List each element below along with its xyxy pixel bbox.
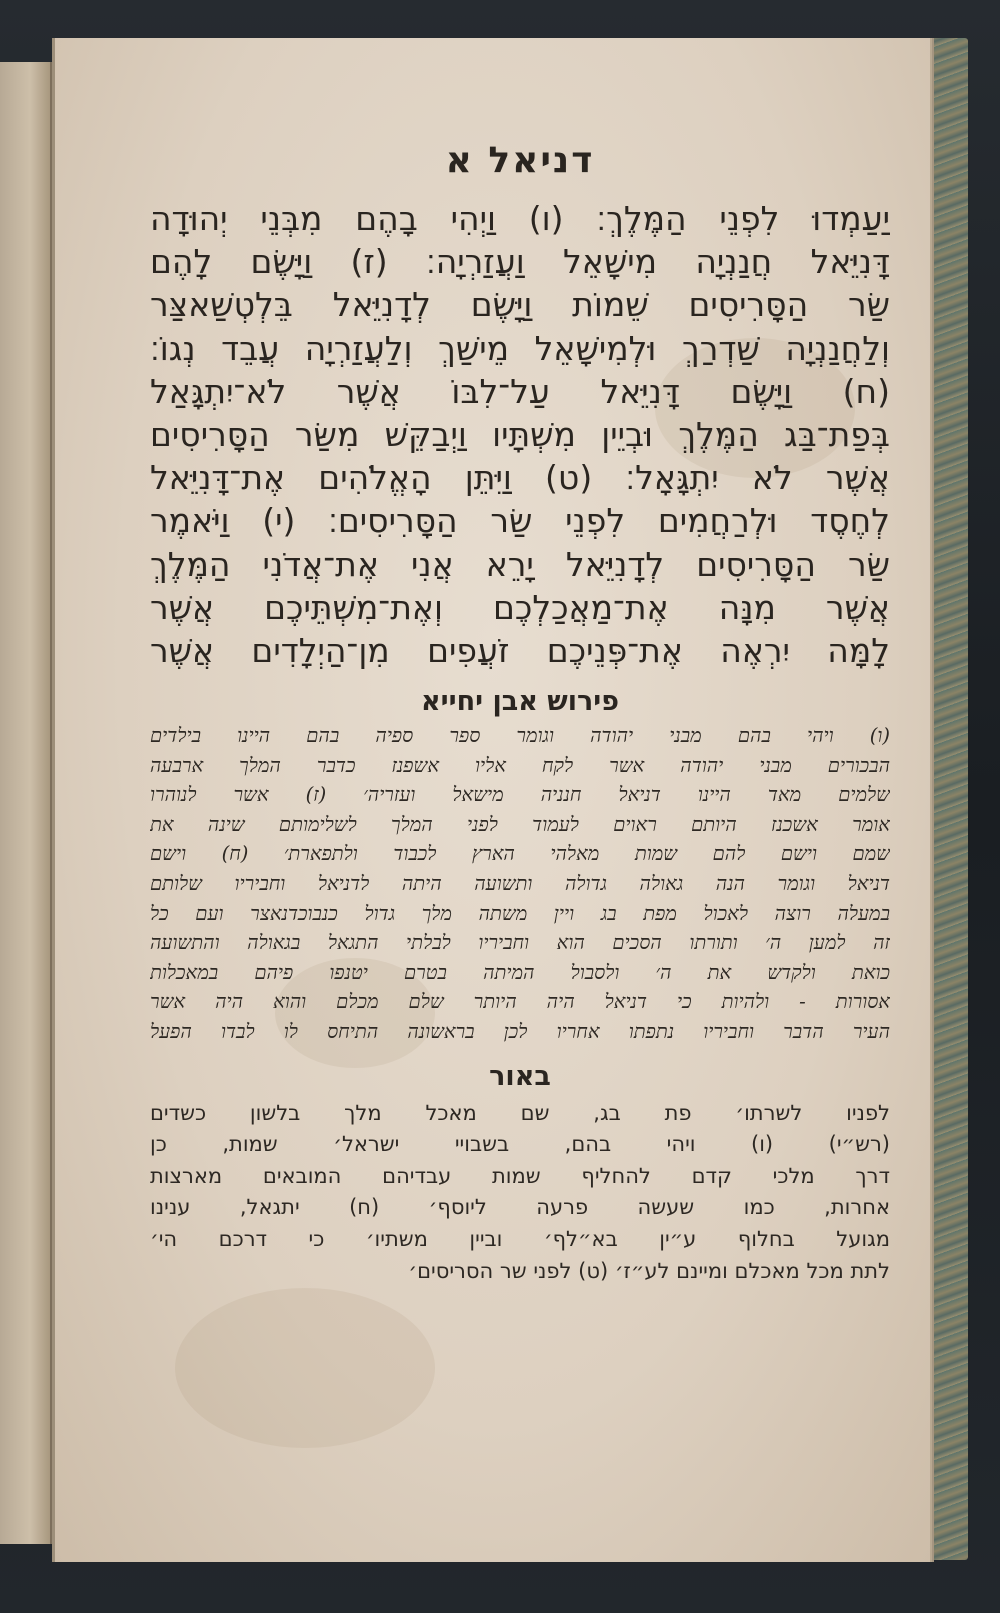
scripture-line: לְחֶסֶד וּלְרַחֲמִים לִפְנֵי שַׂר הַסָּרִיסִים׃ (י) וַיֹּאמֶר	[150, 501, 890, 541]
commentary-line: הבכורים מבני יהודה אשר לקח אליו אשפנז כדבר המלך ארבעה	[150, 753, 890, 777]
commentary-line: במעלה רוצה לאכול מפת בג ויין משתה מלך גדול כנבוכדנאצר ועם כל	[150, 901, 890, 925]
commentary-line: שלמים מאד היינו דניאל חנניה מישאל ועזריה׳ (ז) אשר לנוהרו	[150, 783, 890, 807]
explanation-title: באור	[489, 1060, 551, 1092]
running-header: דניאל א	[445, 140, 595, 181]
explanation-line: לפניו לשרתו׳ פת בג, שם מאכל מלך בלשון כשדים	[150, 1100, 890, 1125]
scripture-line: (ח) וַיָּשֶׂם דָּנִיֵּאל עַל־לִבּוֹ אֲשֶׁר לֹא־יִתְגָּאַל	[150, 371, 890, 411]
commentary-line: העיר הדבר וחביריו נתפתו אחריו לכן בראשונה התיחס לו לבדו הפעל	[150, 1020, 890, 1043]
commentary-title: פירוש אבן יחייא	[421, 686, 619, 718]
commentary-line: אסורות - ולהיות כי דניאל היה היותר שלם מכלם והוא היה אשר	[150, 990, 890, 1014]
commentary-line: שמם וישם להם שמות מאלהי הארץ לכבוד ולתפארת׳ (ח) וישם	[150, 842, 890, 866]
facing-page-edge	[0, 62, 52, 1544]
commentary-line: כואת ולקדש את ה׳ ולסבול המיתה בטרם יטנפו פיהם במאכלות	[150, 960, 890, 984]
explanation-line: (רש״י) (ו) ויהי בהם, בשבויי ישראל׳ שמות, כן	[150, 1132, 890, 1157]
scripture-line: לָמָּה יִרְאֶה אֶת־פְּנֵיכֶם זֹעֲפִים מִן־הַיְלָדִים אֲשֶׁר	[150, 630, 890, 670]
explanation-line: לתת מכל מאכלם ומיינם לע״ז׳ (ט) לפני שר הסריסים׳	[408, 1258, 890, 1283]
explanation-text	[150, 1098, 890, 1288]
scripture-line: אֲשֶׁר מִנָּה אֶת־מַאֲכַלְכֶם וְאֶת־מִשְׁתֵּיכֶם אֲשֶׁר	[150, 587, 890, 627]
commentary-line: אומר אשכנז היותם ראוים לעמוד לפני המלך לשלימותם שינה את	[150, 812, 890, 836]
explanation-line: מגועל בחלוף ע״ין בא״לף׳ וביין משתיו׳ כי דרכם הי׳	[150, 1226, 890, 1251]
scripture-line: שַׂר הַסָּרִיסִים שֵׁמוֹת וַיָּשֶׂם לְדָנִיֵּאל בֵּלְטְשַׁאצַּר	[150, 285, 890, 325]
scripture-line: שַׂר הַסָּרִיסִים לְדָנִיֵּאל יָרֵא אֲנִי אֶת־אֲדֹנִי הַמֶּלֶךְ	[150, 544, 890, 584]
commentary-line: זה למען ה׳ ותורתו הסכים הוא וחביריו לבלתי התגאל בגאולה והתשועה	[150, 931, 890, 955]
commentary-text	[150, 721, 890, 1047]
paper-stain	[175, 1288, 435, 1448]
scripture-line: דָּנִיֵּאל חֲנַנְיָה מִישָׁאֵל וַעֲזַרְיָה׃ (ז) וַיָּשֶׂם לָהֶם	[150, 242, 890, 282]
scripture-line: אֲשֶׁר לֹא יִתְגָּאָל׃ (ט) וַיִּתֵּן הָאֱלֹהִים אֶת־דָּנִיֵּאל	[150, 458, 890, 498]
scripture-line: וְלַחֲנַנְיָה שַׁדְרַךְ וּלְמִישָׁאֵל מֵישַׁךְ וְלַעֲזַרְיָה עֲבֵד נְגוֹ׃	[150, 328, 890, 368]
explanation-line: דרך מלכי קדם להחליף שמות עבדיהם המובאים מארצות	[150, 1163, 890, 1188]
page-content	[150, 140, 890, 1287]
scripture-line: בְּפַת־בַּג הַמֶּלֶךְ וּבְיֵין מִשְׁתָּיו וַיְבַקֵּשׁ מִשַּׂר הַסָּרִיסִים	[150, 414, 890, 454]
explanation-line: אחרות, כמו שעשה פרעה ליוסף׳ (ח) יתגאל, ענינו	[150, 1195, 890, 1220]
commentary-line: (ו) ויהי בהם מבני יהודה וגומר ספר ספיה בהם היינו בילדים	[150, 724, 890, 748]
commentary-line: דניאל וגומר הנה גאולה גדולה ותשועה היתה לדניאל וחביריו שלותם	[150, 872, 890, 896]
scripture-text	[150, 197, 890, 672]
scripture-line: יַעַמְדוּ לִפְנֵי הַמֶּלֶךְ׃ (ו) וַיְהִי בָהֶם מִבְּנֵי יְהוּדָה	[150, 199, 890, 238]
